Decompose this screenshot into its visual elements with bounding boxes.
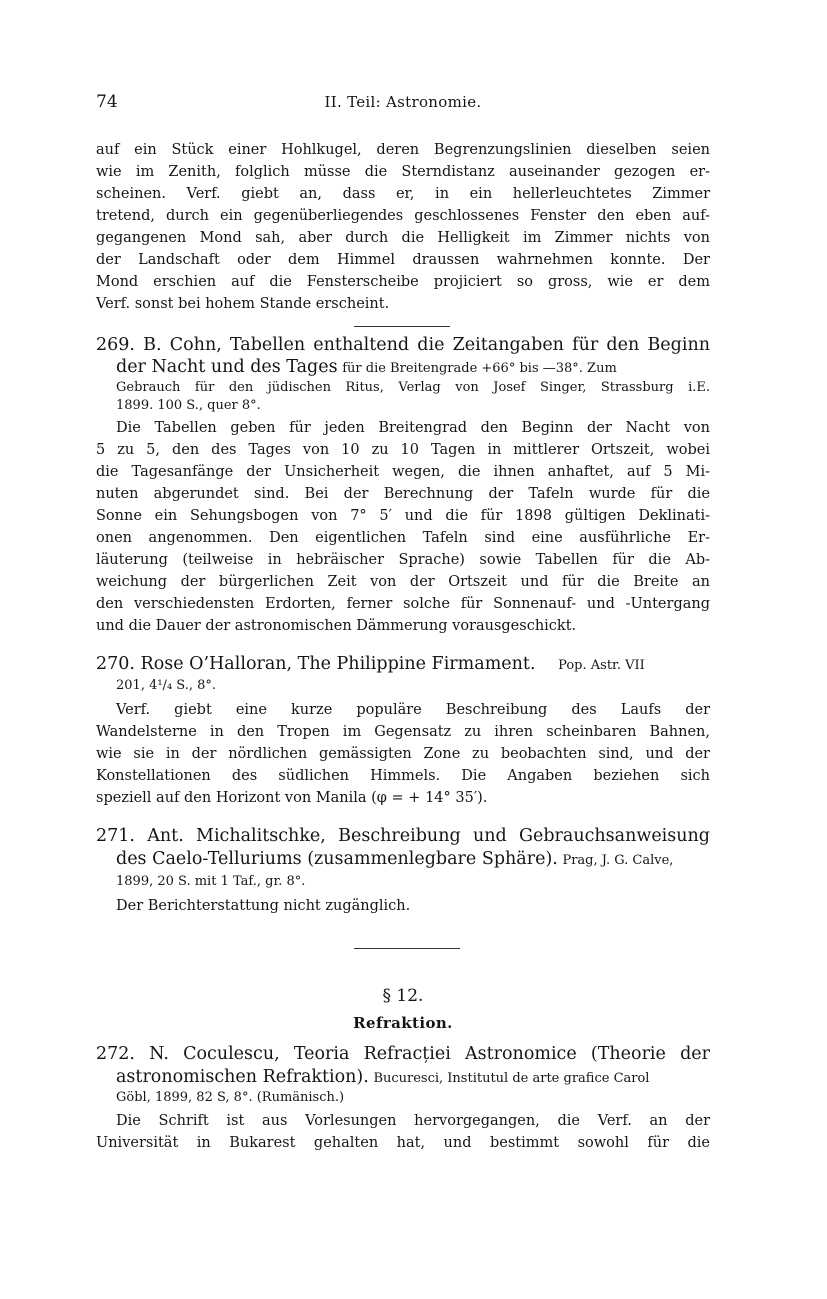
text-line: die Tagesanfänge der Unsicherheit wegen, die ihnen anhaftet, auf 5 Mi- [96, 464, 710, 480]
text-line: scheinen. Verf. giebt an, dass er, in ein hellerleuchtetes Zimmer [96, 186, 710, 202]
text-line: und die Dauer der astronomischen Dämmerung vorausgeschickt. [96, 618, 577, 634]
entry-heading-line [116, 357, 710, 379]
section-number: § 12. [382, 986, 424, 1006]
entry-heading-line [96, 654, 710, 676]
entry-bibliographic: 1899, 20 S. mit 1 Taf., gr. 8°. [116, 874, 306, 889]
text-line: Mond erschien auf die Fensterscheibe projiciert so gross, wie er dem [96, 274, 710, 290]
entry-bibliographic: Pop. Astr. VII [558, 658, 645, 673]
text-line: gegangenen Mond sah, aber durch die Helligkeit im Zimmer nichts von [96, 230, 710, 246]
text-line: Verf. sonst bei hohem Stande erscheint. [96, 296, 390, 312]
text-line: Konstellationen des südlichen Himmels. Die Angaben beziehen sich [96, 768, 710, 784]
entry-title-part: der Nacht und des Tages [116, 357, 338, 377]
text-line: wie sie in der nördlichen gemässigten Zone zu beobachten sind, und der [96, 746, 710, 762]
entry-heading: 270. Rose O’Halloran, The Philippine Firmament. [96, 654, 536, 674]
text-line: Die Tabellen geben für jeden Breitengrad den Beginn der Nacht von [116, 420, 710, 436]
entry-title-part: des Caelo-Telluriums (zusammenlegbare Sphäre). [116, 849, 558, 869]
text-line: Wandelsterne in den Tropen im Gegensatz zu ihren scheinbaren Bahnen, [96, 724, 710, 740]
text-line: weichung der bürgerlichen Zeit von der Ortszeit und für die Breite an [96, 574, 710, 590]
entry-bibliographic: Gebrauch für den jüdischen Ritus, Verlag von Josef Singer, Strassburg i.E. [116, 380, 710, 395]
entry-bibliographic: Bucuresci, Institutul de arte grafice Carol [373, 1071, 650, 1086]
entry-heading-line [116, 1067, 710, 1089]
entry-heading: 272. N. Coculescu, Teoria Refracției Astronomice (Theorie der [96, 1044, 710, 1064]
text-line: onen angenommen. Den eigentlichen Tafeln sind eine ausführliche Er- [96, 530, 710, 546]
entry-heading-line [116, 849, 710, 871]
text-line: Der Berichterstattung nicht zugänglich. [116, 898, 411, 914]
entry-heading: 271. Ant. Michalitschke, Beschreibung und Gebrauchsanweisung [96, 826, 710, 846]
page-number: 74 [96, 92, 118, 112]
text-line: speziell auf den Horizont von Manila (φ = + 14° 35′). [96, 790, 488, 806]
entry-heading: 269. B. Cohn, Tabellen enthaltend die Zeitangaben für den Beginn [96, 335, 710, 355]
text-line: tretend, durch ein gegenüberliegendes geschlossenes Fenster den eben auf- [96, 208, 710, 224]
entry-title-part: astronomischen Refraktion). [116, 1067, 369, 1087]
section-title: Refraktion. [353, 1014, 453, 1032]
page-header [96, 92, 710, 116]
entry-bibliographic: 201, 4¹/₄ S., 8°. [116, 678, 217, 693]
text-line: 5 zu 5, den des Tages von 10 zu 10 Tagen in mittlerer Ortszeit, wobei [96, 442, 710, 458]
text-line: auf ein Stück einer Hohlkugel, deren Begrenzungslinien dieselben seien [96, 142, 710, 158]
text-line: Die Schrift ist aus Vorlesungen hervorgegangen, die Verf. an der [116, 1113, 710, 1129]
text-line: der Landschaft oder dem Himmel draussen wahrnehmen konnte. Der [96, 252, 710, 268]
entry-bibliographic: für die Breitengrade +66° bis —38°. Zum [342, 361, 617, 376]
entry-bibliographic: Prag, J. G. Calve, [562, 853, 674, 868]
text-line: läuterung (teilweise in hebräischer Sprache) sowie Tabellen für die Ab- [96, 552, 710, 568]
text-line: Verf. giebt eine kurze populäre Beschreibung des Laufs der [116, 702, 710, 718]
separator-rule [354, 326, 450, 327]
running-title: II. Teil: Astronomie. [324, 93, 482, 111]
text-line: wie im Zenith, folglich müsse die Sterndistanz auseinander gezogen er- [96, 164, 710, 180]
entry-bibliographic: Göbl, 1899, 82 S, 8°. (Rumänisch.) [116, 1090, 345, 1105]
separator-rule [354, 948, 460, 949]
text-line: nuten abgerundet sind. Bei der Berechnung der Tafeln wurde für die [96, 486, 710, 502]
text-line: Sonne ein Sehungsbogen von 7° 5′ und die für 1898 gültigen Deklinati- [96, 508, 710, 524]
entry-bibliographic: 1899. 100 S., quer 8°. [116, 398, 261, 413]
text-line: Universität in Bukarest gehalten hat, und bestimmt sowohl für die [96, 1135, 710, 1151]
text-line: den verschiedensten Erdorten, ferner solche für Sonnenauf- und -Untergang [96, 596, 710, 612]
